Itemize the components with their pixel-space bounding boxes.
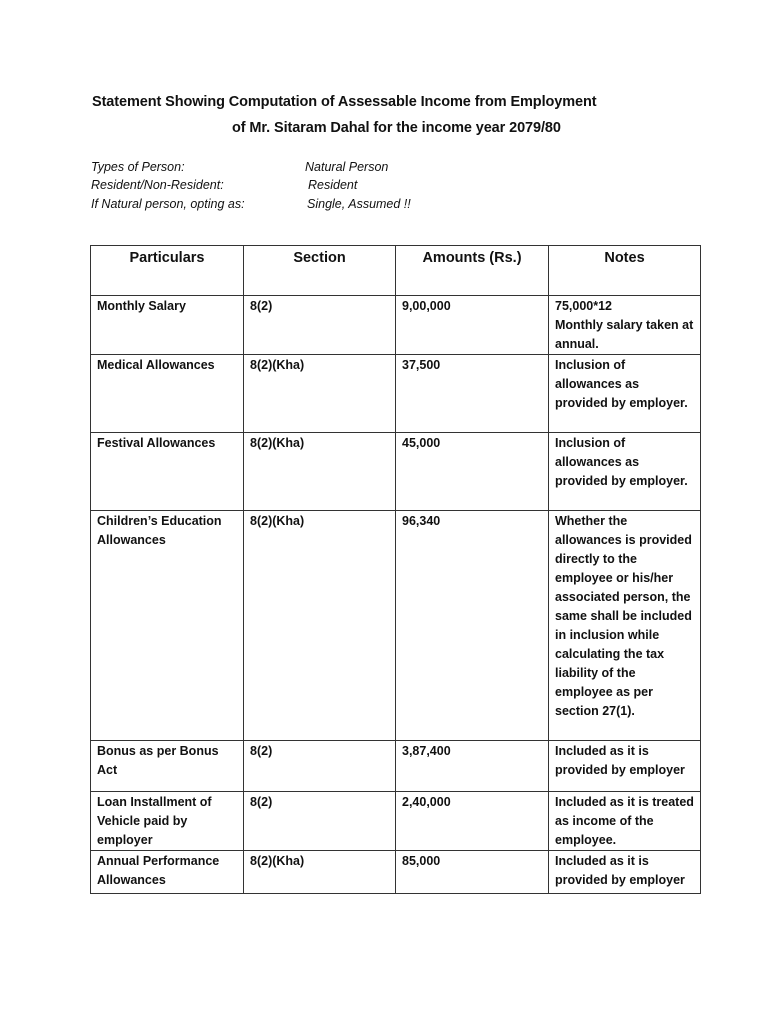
income-computation-table <box>90 245 701 894</box>
header-section: Section <box>244 246 396 296</box>
table-row <box>91 355 701 433</box>
cell-particulars: Bonus as per Bonus Act <box>91 741 244 792</box>
cell-notes <box>549 741 701 792</box>
note-line: 75,000*12 <box>555 299 613 313</box>
header-notes: Notes <box>549 246 701 296</box>
info-label: Types of Person: <box>91 160 185 174</box>
table-row <box>91 296 701 355</box>
note-line: Whether the allowances is provided directly to the employee or his/her associated person, the same shall be included in inclusion while calculating the tax liability of the employee as per section 27(1). <box>555 514 692 718</box>
header-particulars: Particulars <box>91 246 244 296</box>
cell-notes <box>549 851 701 894</box>
info-label: If Natural person, opting as: <box>91 197 245 211</box>
note-line: Inclusion of allowances as provided by employer. <box>555 358 688 410</box>
table-row <box>91 433 701 511</box>
document-title-line-2: of Mr. Sitaram Dahal for the income year 2079/80 <box>232 120 561 136</box>
cell-amount: 45,000 <box>396 433 549 511</box>
table-row <box>91 741 701 792</box>
cell-amount: 37,500 <box>396 355 549 433</box>
table-row <box>91 792 701 851</box>
cell-section: 8(2)(Kha) <box>244 433 396 511</box>
table-row <box>91 851 701 894</box>
note-line: Included as it is provided by employer <box>555 854 685 887</box>
table-row <box>91 511 701 741</box>
cell-particulars: Children’s Education Allowances <box>91 511 244 741</box>
document-title-line-1: Statement Showing Computation of Assessable Income from Employment <box>92 94 597 110</box>
table-header-row <box>91 246 701 296</box>
cell-notes <box>549 355 701 433</box>
cell-amount: 85,000 <box>396 851 549 894</box>
note-line: Included as it is treated as income of the employee. <box>555 795 694 847</box>
cell-amount: 2,40,000 <box>396 792 549 851</box>
cell-amount: 9,00,000 <box>396 296 549 355</box>
cell-notes <box>549 433 701 511</box>
note-line: Included as it is provided by employer <box>555 744 685 777</box>
note-line: Inclusion of allowances as provided by employer. <box>555 436 688 488</box>
cell-particulars: Festival Allowances <box>91 433 244 511</box>
note-line: Monthly salary taken at annual. <box>555 318 694 351</box>
info-value: Single, Assumed !! <box>307 197 411 211</box>
cell-particulars: Annual Performance Allowances <box>91 851 244 894</box>
cell-section: 8(2) <box>244 296 396 355</box>
cell-section: 8(2)(Kha) <box>244 511 396 741</box>
cell-particulars: Monthly Salary <box>91 296 244 355</box>
cell-notes <box>549 511 701 741</box>
cell-amount: 3,87,400 <box>396 741 549 792</box>
cell-notes <box>549 296 701 355</box>
cell-section: 8(2)(Kha) <box>244 851 396 894</box>
info-value: Natural Person <box>305 160 389 174</box>
cell-section: 8(2) <box>244 741 396 792</box>
cell-amount: 96,340 <box>396 511 549 741</box>
header-amounts: Amounts (Rs.) <box>396 246 549 296</box>
cell-particulars: Medical Allowances <box>91 355 244 433</box>
cell-section: 8(2)(Kha) <box>244 355 396 433</box>
cell-notes <box>549 792 701 851</box>
cell-section: 8(2) <box>244 792 396 851</box>
cell-particulars: Loan Installment of Vehicle paid by employer <box>91 792 244 851</box>
info-label: Resident/Non-Resident: <box>91 178 224 192</box>
info-value: Resident <box>308 178 358 192</box>
